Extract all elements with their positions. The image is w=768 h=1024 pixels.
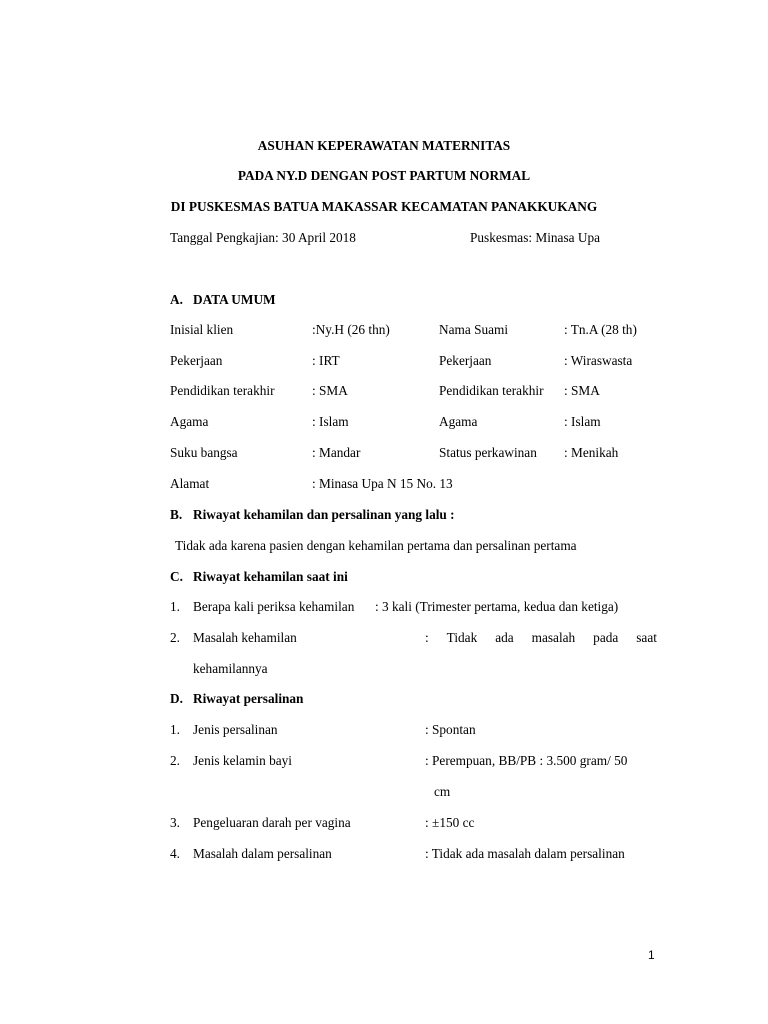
section-d-heading: Riwayat persalinan [193, 691, 304, 706]
d-item-3-value: : ±150 cc [425, 815, 475, 830]
c-item-2-word: saat [636, 630, 657, 645]
value-status-perkawinan: : Menikah [564, 445, 619, 460]
c-item-2-label: Masalah kehamilan [193, 630, 297, 645]
c-item-2-continuation: kehamilannya [193, 661, 268, 676]
value-pendidikan-suami: : SMA [564, 383, 600, 398]
label-status-perkawinan: Status perkawinan [439, 445, 537, 460]
section-a-heading: DATA UMUM [193, 292, 276, 307]
d-item-2-continuation: cm [434, 784, 451, 799]
section-d-letter: D. [170, 691, 183, 706]
c-item-2-word: ada [495, 630, 514, 645]
puskesmas-name: Puskesmas: Minasa Upa [470, 230, 601, 245]
d-item-1-label: Jenis persalinan [193, 722, 278, 737]
label-pendidikan-klien: Pendidikan terakhir [170, 383, 275, 398]
value-pekerjaan-klien: : IRT [312, 353, 340, 368]
value-inisial-klien: :Ny.H (26 thn) [312, 322, 390, 337]
c-item-2-word: : [425, 630, 429, 645]
label-agama-suami: Agama [439, 414, 478, 429]
section-b-body: Tidak ada karena pasien dengan kehamilan pertama dan persalinan pertama [175, 538, 577, 553]
c-item-2-word: pada [593, 630, 619, 645]
title-line-2: PADA NY.D DENGAN POST PARTUM NORMAL [237, 168, 531, 183]
value-nama-suami: : Tn.A (28 th) [564, 322, 637, 337]
d-item-2-value: : Perempuan, BB/PB : 3.500 gram/ 50 [425, 753, 628, 768]
value-suku-bangsa: : Mandar [312, 445, 361, 460]
title-line-3: DI PUSKESMAS BATUA MAKASSAR KECAMATAN PANAKKUKANG [170, 199, 598, 214]
d-item-3-number: 3. [170, 815, 180, 830]
section-c-heading: Riwayat kehamilan saat ini [193, 569, 348, 584]
c-item-2-number: 2. [170, 630, 180, 645]
value-agama-suami: : Islam [564, 414, 601, 429]
label-inisial-klien: Inisial klien [170, 322, 234, 337]
d-item-4-value: : Tidak ada masalah dalam persalinan [425, 846, 625, 861]
d-item-3-label: Pengeluaran darah per vagina [193, 815, 351, 830]
section-a-letter: A. [170, 292, 183, 307]
c-item-2-value [425, 630, 657, 646]
label-alamat: Alamat [170, 476, 210, 491]
page-number: 1 [648, 948, 655, 962]
label-suku-bangsa: Suku bangsa [170, 445, 238, 460]
d-item-4-label: Masalah dalam persalinan [193, 846, 332, 861]
value-alamat: : Minasa Upa N 15 No. 13 [312, 476, 453, 491]
section-b-heading: Riwayat kehamilan dan persalinan yang lalu : [193, 507, 455, 522]
d-item-1-number: 1. [170, 722, 180, 737]
label-pendidikan-suami: Pendidikan terakhir [439, 383, 544, 398]
section-c-letter: C. [170, 569, 183, 584]
label-pekerjaan-klien: Pekerjaan [170, 353, 223, 368]
value-pekerjaan-suami: : Wiraswasta [564, 353, 633, 368]
label-agama-klien: Agama [170, 414, 209, 429]
label-nama-suami: Nama Suami [439, 322, 509, 337]
d-item-2-label: Jenis kelamin bayi [193, 753, 292, 768]
value-pendidikan-klien: : SMA [312, 383, 348, 398]
c-item-1-value: : 3 kali (Trimester pertama, kedua dan ketiga) [375, 599, 619, 614]
d-item-2-number: 2. [170, 753, 180, 768]
c-item-2-word: Tidak [446, 630, 478, 645]
label-pekerjaan-suami: Pekerjaan [439, 353, 492, 368]
section-b-letter: B. [170, 507, 183, 522]
c-item-2-word: masalah [531, 630, 576, 645]
c-item-1-label: Berapa kali periksa kehamilan [193, 599, 355, 614]
c-item-1-number: 1. [170, 599, 180, 614]
assessment-date: Tanggal Pengkajian: 30 April 2018 [170, 230, 356, 245]
title-line-1: ASUHAN KEPERAWATAN MATERNITAS [257, 138, 511, 153]
value-agama-klien: : Islam [312, 414, 349, 429]
d-item-4-number: 4. [170, 846, 180, 861]
d-item-1-value: : Spontan [425, 722, 476, 737]
